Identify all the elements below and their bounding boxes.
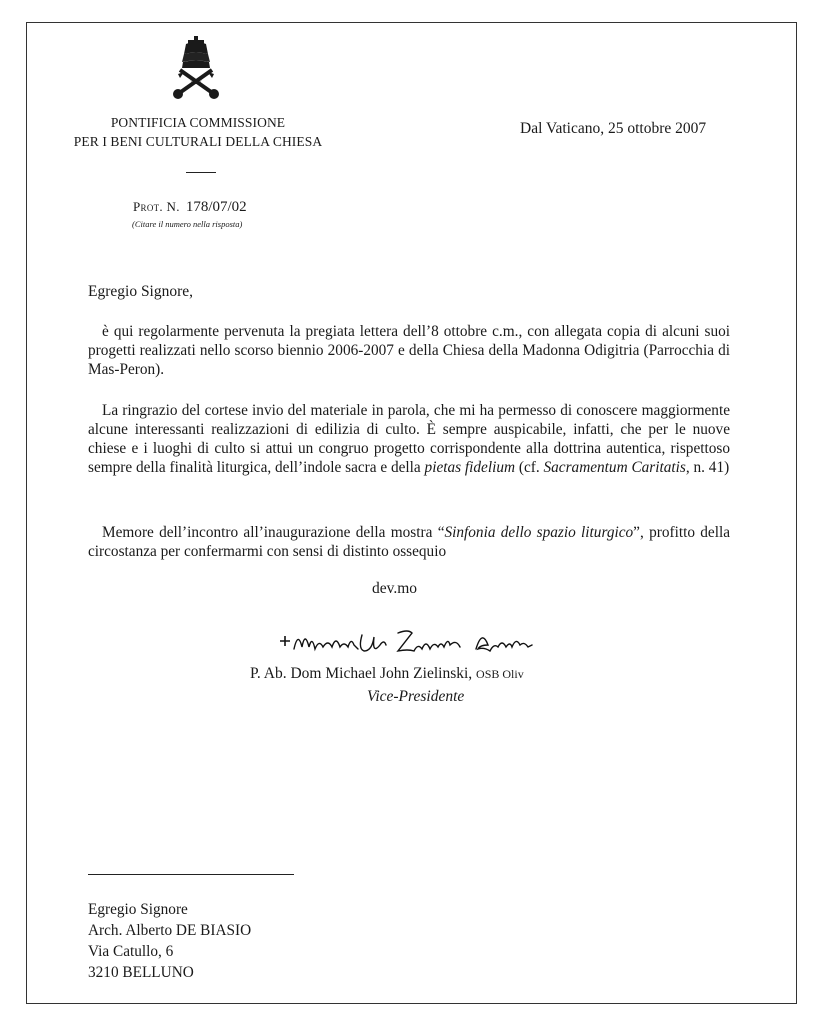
paragraph-2-text-c: , n. 41) (685, 459, 730, 476)
paragraph-3-italic: Sinfonia dello spazio liturgico (444, 524, 634, 541)
paragraph-1-text: è qui regolarmente pervenuta la pregiata lettera dell’8 ottobre c.m., con allegata copia di alcuni suoi progetti realizzati nello scorso biennio 2006-2007 e della Chiesa della Madonna Odigitria (Parrocchia di Mas-Peron). (88, 323, 730, 378)
closing-formula: dev.mo (372, 580, 418, 597)
paragraph-3-text-a: Memore dell’incontro all’inaugurazione della mostra “ (102, 524, 445, 541)
letter-date: Dal Vaticano, 25 ottobre 2007 (520, 120, 707, 137)
body-paragraph-1 (88, 322, 730, 379)
salutation: Egregio Signore, (88, 283, 194, 300)
paragraph-2-text-b: (cf. (515, 459, 544, 476)
recipient-line-3: Via Catullo, 6 (88, 943, 174, 960)
recipient-line-2: Arch. Alberto DE BIASIO (88, 922, 252, 939)
paragraph-3-text-b: ”, profitto della circostanza per confermarmi con sensi di distinto ossequio (88, 524, 730, 560)
body-paragraph-2 (88, 401, 730, 477)
protocol-value: 178/07/02 (185, 199, 247, 215)
body-paragraph-3 (88, 523, 730, 561)
paragraph-2-text-a: La ringrazio del cortese invio del materiale in parola, che mi ha permesso di conoscere maggiormente alcune interessanti realizzazioni di edilizia di culto. È sempre auspicabile, infatti, che per le nuove chiese e i luoghi di culto si attui un congruo progetto corrispondente alla dottrina autentica, rispettoso sempre della finalità liturgica, dell’indole sacra e della (88, 402, 730, 476)
footer-divider (88, 874, 294, 875)
protocol-label: Prot. N. (133, 199, 180, 214)
recipient-line-4: 3210 BELLUNO (88, 964, 194, 981)
signer-role: Vice-Presidente (367, 688, 465, 705)
protocol-number (133, 199, 247, 216)
department-line-2: PER I BENI CULTURALI DELLA CHIESA (73, 134, 323, 149)
department-line-1: PONTIFICIA COMMISSIONE (110, 115, 286, 130)
department-heading (64, 113, 332, 151)
paragraph-2-italic-2: Sacramentum Caritatis (543, 459, 686, 476)
signer-order: OSB Oliv (476, 667, 524, 681)
recipient-address (88, 899, 251, 983)
protocol-note: (Citare il numero nella risposta) (132, 219, 243, 229)
papal-crest-icon (168, 36, 224, 100)
paragraph-2-italic-1: pietas fidelium (424, 459, 516, 476)
heading-divider (186, 172, 216, 173)
signer-name (250, 665, 524, 683)
handwritten-signature (276, 627, 576, 659)
recipient-line-1: Egregio Signore (88, 901, 188, 918)
signer-name-text: P. Ab. Dom Michael John Zielinski, (250, 665, 473, 682)
page-border (26, 22, 797, 1004)
